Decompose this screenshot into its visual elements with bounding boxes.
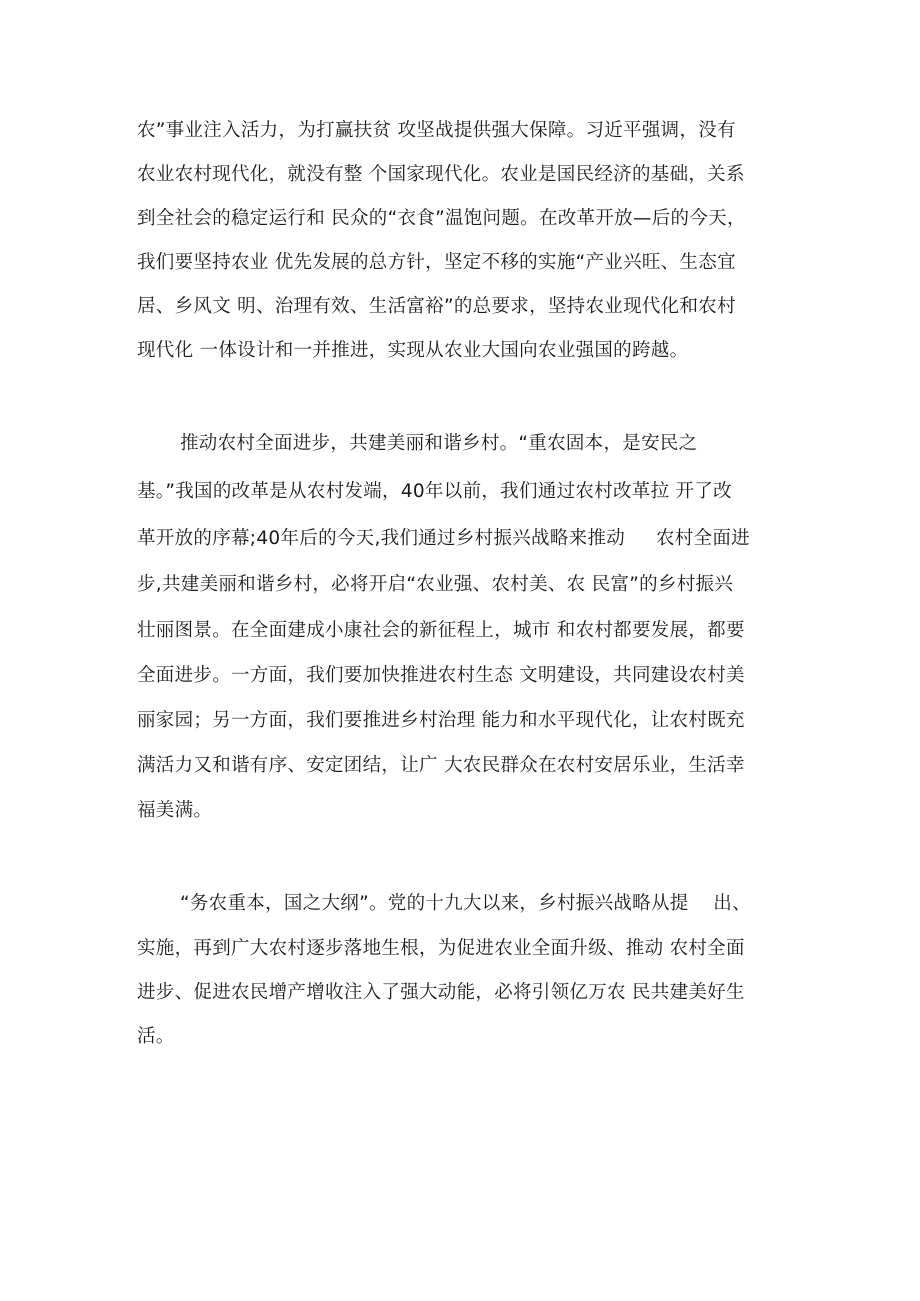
text-line: 全面进步。一方面，我们要加快推进农村生态 文明建设，共同建设农村美	[137, 665, 745, 686]
text-line: 步,共建美丽和谐乡村，必将开启“农业强、农村美、农 民富”的乡村振兴	[137, 574, 734, 595]
text-line: 福美满。	[137, 800, 213, 821]
text-line: 农业农村现代化，就没有整 个国家现代化。农业是国民经济的基础，关系	[137, 164, 745, 185]
text-line: 基。”我国的改革是从农村发端，40年以前，我们通过农村改革拉 开了改	[137, 481, 732, 502]
text-line: 到全社会的稳定运行和 民众的“衣食”温饱问题。在改革开放—后的今天，	[137, 208, 746, 229]
text-line: 革开放的序幕;40年后的今天,我们通过乡村振兴战略来推动 农村全面进	[137, 528, 750, 549]
text-line: 推动农村全面进步，共建美丽和谐乡村。“重农固本，是安民之	[180, 433, 698, 454]
text-line: 进步、促进农民增产增收注入了强大动能，必将引领亿万农 民共建美好生	[137, 982, 745, 1003]
text-line: 满活力又和谐有序、安定团结，让广 大农民群众在农村安居乐业，生活幸	[137, 755, 745, 776]
text-line: 居、乡风文 明、治理有效、生活富裕”的总要求，坚持农业现代化和农村	[137, 296, 736, 317]
text-line: 丽家园；另一方面，我们要推进乡村治理 能力和水平现代化，让农村既充	[137, 710, 745, 731]
text-line: “务农重本，国之大纲”。党的十九大以来，乡村振兴战略从提 出、	[180, 893, 751, 914]
text-line: 现代化 一体设计和一并推进，实现从农业大国向农业强国的跨越。	[137, 340, 689, 361]
text-line: 实施，再到广大农村逐步落地生根，为促进农业全面升级、推动 农村全面	[137, 938, 745, 959]
text-line: 壮丽图景。在全面建成小康社会的新征程上，城市 和农村都要发展，都要	[137, 620, 745, 641]
text-line: 我们要坚持农业 优先发展的总方针，坚定不移的实施“产业兴旺、生态宜	[137, 252, 736, 273]
text-line: 农”事业注入活力，为打赢扶贫 攻坚战提供强大保障。习近平强调，没有	[137, 120, 736, 141]
text-line: 活。	[137, 1026, 175, 1047]
